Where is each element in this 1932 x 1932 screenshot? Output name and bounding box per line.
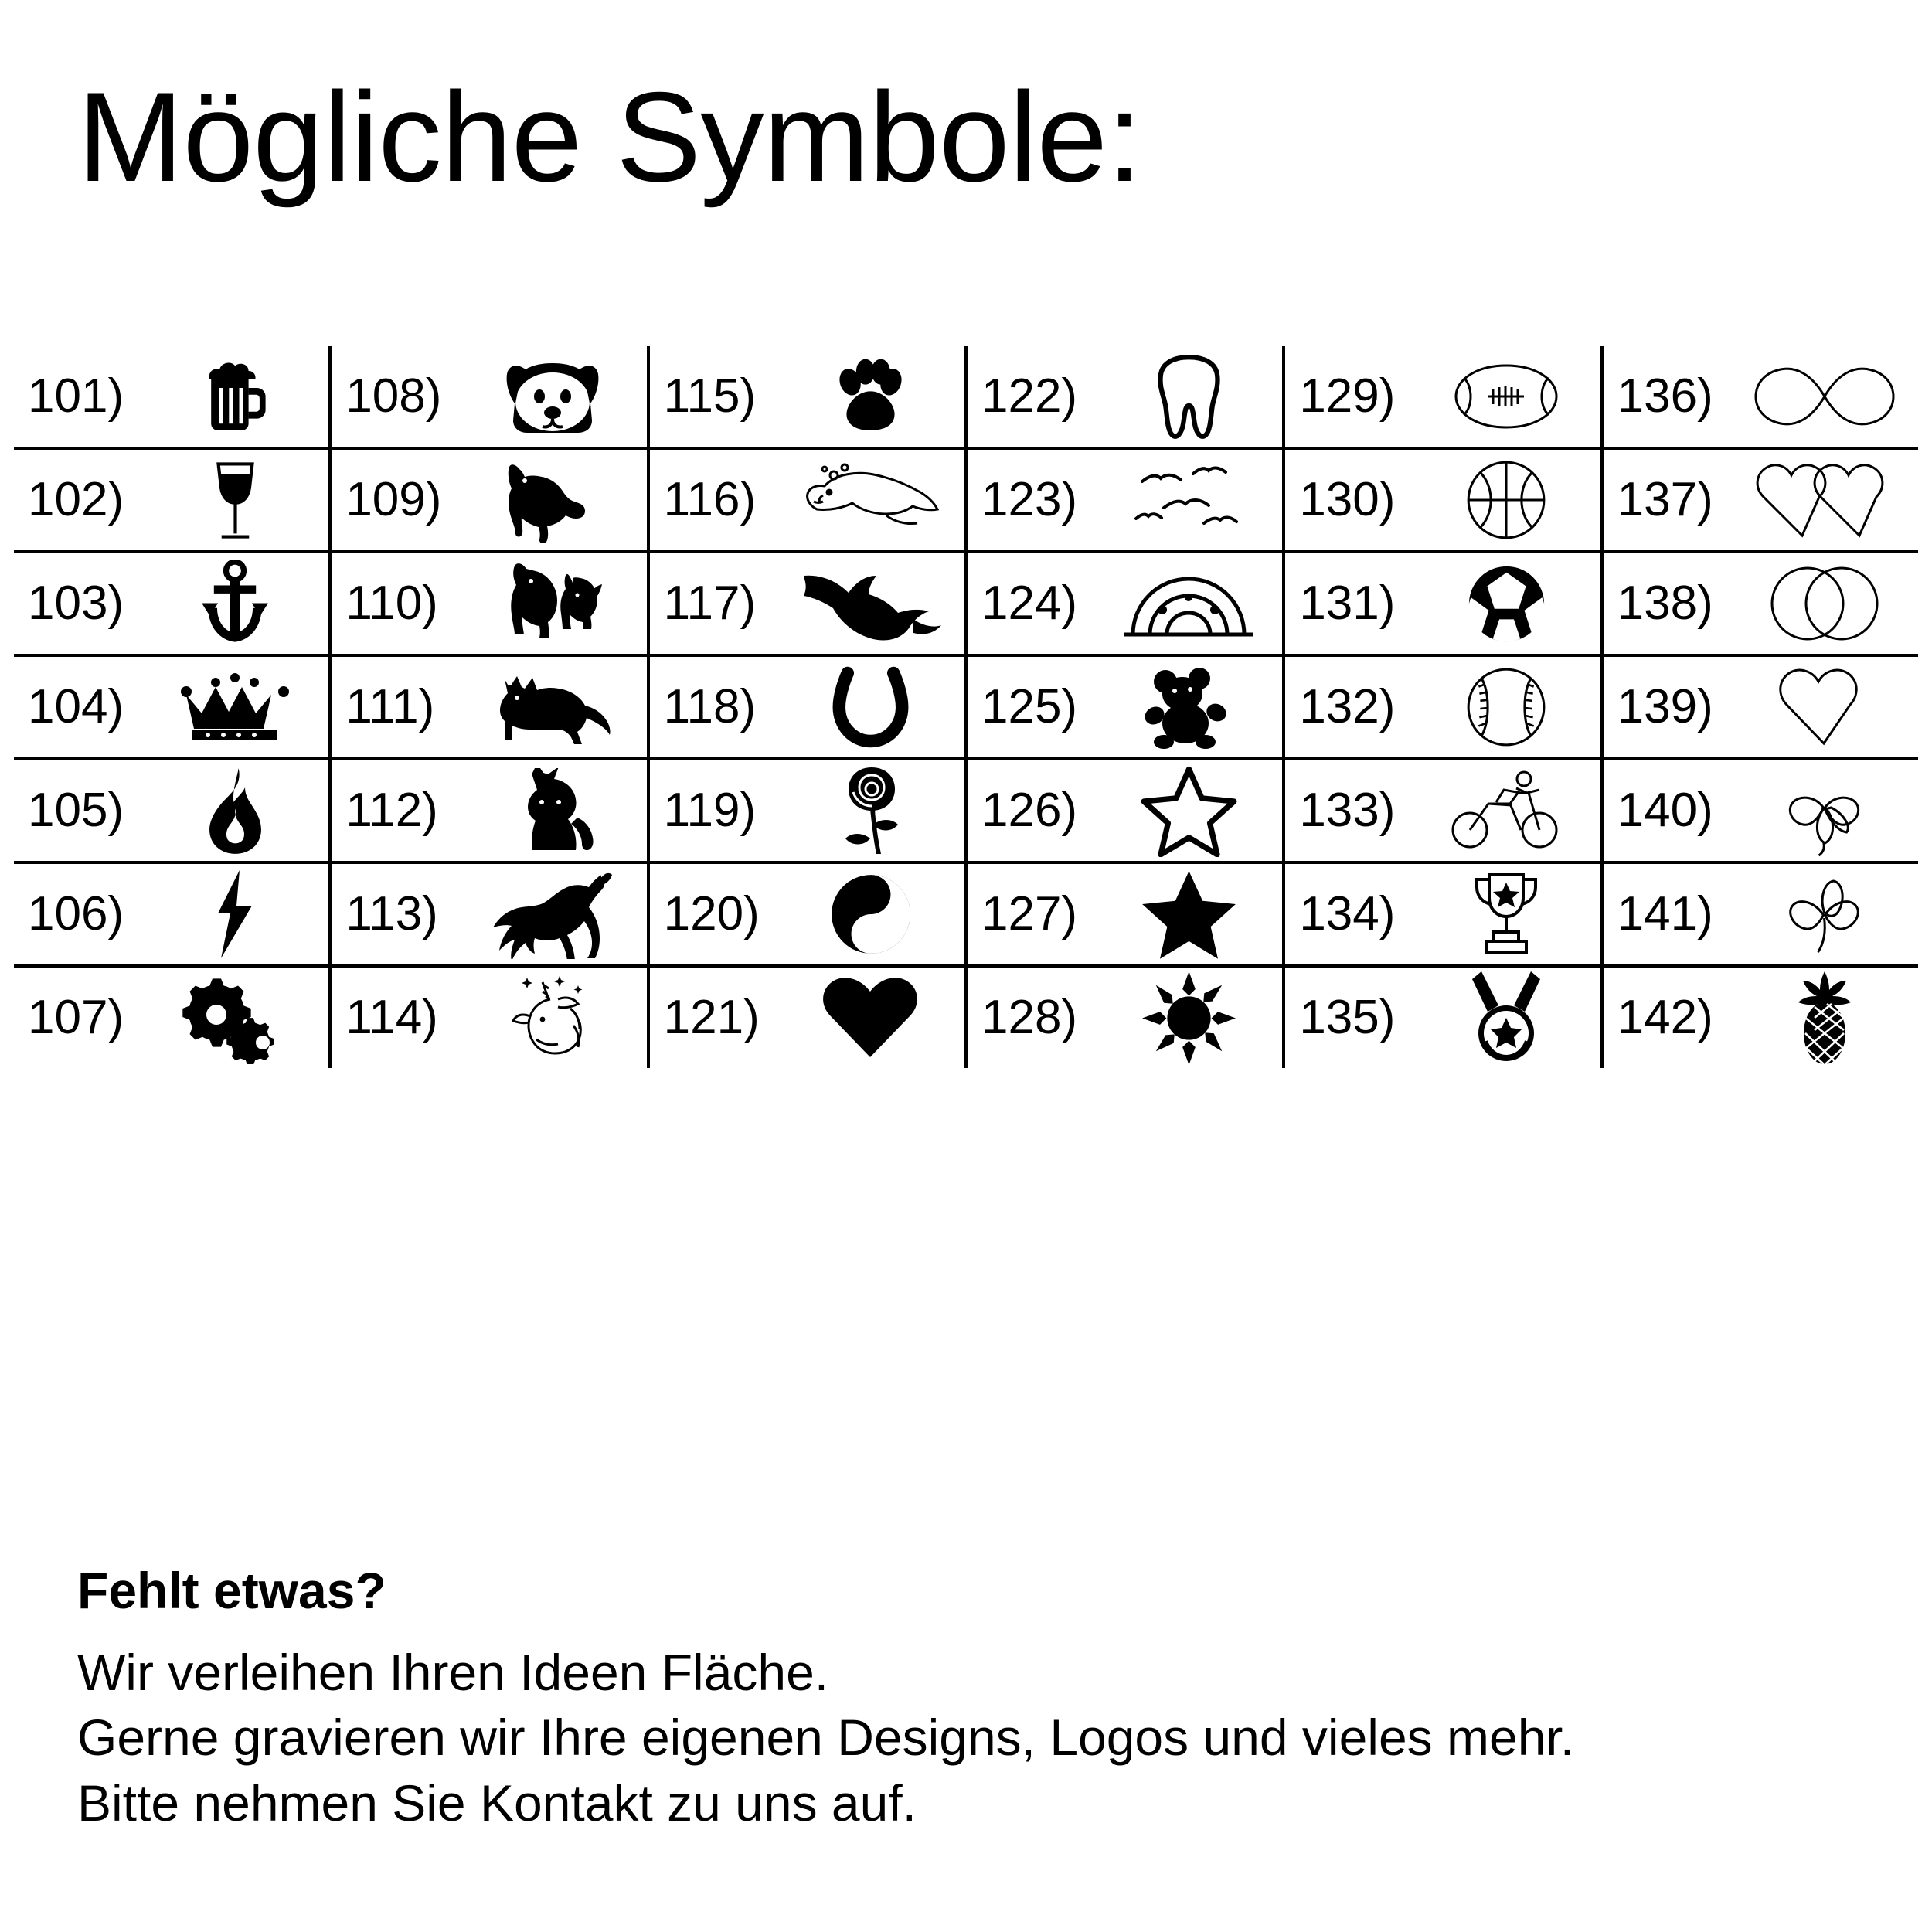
medal-icon: [1413, 968, 1600, 1068]
symbol-cell-118[interactable]: [650, 655, 964, 759]
symbol-cell-133[interactable]: [1285, 759, 1600, 862]
tooth-icon: [1095, 346, 1282, 447]
symbol-cell-127[interactable]: [968, 862, 1282, 966]
symbol-cell-107[interactable]: [14, 966, 328, 1068]
table-row: [14, 655, 1918, 759]
symbol-cell-121[interactable]: [650, 966, 964, 1068]
footer-heading: Fehlt etwas?: [77, 1562, 386, 1619]
symbol-code: 125): [981, 680, 1078, 733]
dog-head-icon: [459, 346, 646, 447]
symbol-code: 115): [663, 369, 757, 423]
symbol-cell-130[interactable]: [1285, 448, 1600, 552]
star-outline-icon: [1095, 760, 1282, 861]
american-football-icon: [1413, 346, 1600, 447]
page-title: Mögliche Symbole:: [77, 66, 1141, 208]
four-leaf-clover-icon: [1731, 760, 1918, 861]
symbol-cell-109[interactable]: [332, 448, 646, 552]
footer-line-1: Wir verleihen Ihren Ideen Fläche.: [77, 1644, 829, 1701]
symbol-cell-114[interactable]: [332, 966, 646, 1068]
symbols-table: [14, 346, 1918, 1068]
symbol-cell-120[interactable]: [650, 862, 964, 966]
symbol-code: 104): [28, 680, 124, 733]
symbol-code: 124): [981, 577, 1078, 630]
symbol-code: 117): [663, 577, 757, 630]
symbol-cell-116[interactable]: [650, 448, 964, 552]
symbol-code: 126): [981, 784, 1078, 837]
symbol-cell-103[interactable]: [14, 552, 328, 655]
symbol-cell-142[interactable]: [1604, 966, 1918, 1068]
symbol-cell-110[interactable]: [332, 552, 646, 655]
symbol-code: 118): [663, 680, 757, 733]
two-circles-icon: [1731, 553, 1918, 654]
symbol-code: 119): [663, 784, 757, 837]
symbol-code: 122): [981, 369, 1078, 423]
table-row: [14, 862, 1918, 966]
symbol-code: 106): [28, 887, 124, 940]
symbol-code: 123): [981, 473, 1078, 526]
symbol-cell-126[interactable]: [968, 759, 1282, 862]
symbol-code: 135): [1299, 991, 1396, 1044]
symbol-code: 110): [345, 577, 438, 630]
footer-note: [77, 1561, 1870, 1835]
symbol-cell-125[interactable]: [968, 655, 1282, 759]
symbol-code: 127): [981, 887, 1078, 940]
symbol-cell-115[interactable]: [650, 346, 964, 448]
heart-outline-icon: [1731, 657, 1918, 757]
symbol-cell-104[interactable]: [14, 655, 328, 759]
symbol-code: 130): [1299, 473, 1396, 526]
symbol-cell-136[interactable]: [1604, 346, 1918, 448]
yin-yang-icon: [777, 864, 964, 964]
symbol-code: 121): [663, 991, 760, 1044]
flame-icon: [141, 760, 328, 861]
symbol-code: 116): [663, 473, 757, 526]
symbol-code: 114): [345, 991, 438, 1044]
table-row: [14, 759, 1918, 862]
soccer-ball-icon: [1413, 553, 1600, 654]
shamrock-icon: [1731, 864, 1918, 964]
dog-sitting-icon: [459, 450, 646, 550]
symbol-cell-112[interactable]: [332, 759, 646, 862]
symbol-code: 111): [345, 680, 435, 733]
symbol-code: 107): [28, 991, 124, 1044]
symbol-code: 102): [28, 473, 124, 526]
footer-line-2: Gerne gravieren wir Ihre eigenen Designs, Logos und vieles mehr.: [77, 1709, 1575, 1767]
beer-mug-icon: [141, 346, 328, 447]
birds-icon: [1095, 450, 1282, 550]
symbol-cell-119[interactable]: [650, 759, 964, 862]
symbol-cell-141[interactable]: [1604, 862, 1918, 966]
symbol-code: 113): [345, 887, 438, 940]
basketball-icon: [1413, 450, 1600, 550]
symbol-code: 140): [1617, 784, 1713, 837]
symbol-code: 108): [345, 369, 442, 423]
trophy-icon: [1413, 864, 1600, 964]
table-row: [14, 346, 1918, 448]
seal-icon: [777, 450, 964, 550]
pineapple-icon: [1731, 968, 1918, 1068]
table-row: [14, 448, 1918, 552]
cyclist-icon: [1413, 760, 1600, 861]
two-hearts-icon: [1731, 450, 1918, 550]
horseshoe-icon: [777, 657, 964, 757]
dolphin-icon: [777, 553, 964, 654]
symbol-code: 105): [28, 784, 124, 837]
symbol-cell-132[interactable]: [1285, 655, 1600, 759]
symbol-cell-106[interactable]: [14, 862, 328, 966]
rainbow-icon: [1095, 553, 1282, 654]
symbol-cell-128[interactable]: [968, 966, 1282, 1068]
symbol-code: 132): [1299, 680, 1396, 733]
dog-and-cat-icon: [459, 553, 646, 654]
symbol-code: 142): [1617, 991, 1713, 1044]
symbol-code: 138): [1617, 577, 1713, 630]
symbol-code: 112): [345, 784, 438, 837]
paw-print-icon: [777, 346, 964, 447]
heart-filled-icon: [777, 968, 964, 1068]
symbol-code: 131): [1299, 577, 1396, 630]
cat-standing-icon: [459, 657, 646, 757]
symbol-cell-111[interactable]: [332, 655, 646, 759]
teddy-bear-icon: [1095, 657, 1282, 757]
symbol-code: 120): [663, 887, 760, 940]
symbol-cell-122[interactable]: [968, 346, 1282, 448]
symbol-code: 139): [1617, 680, 1713, 733]
horse-icon: [459, 864, 646, 964]
cat-sitting-icon: [459, 760, 646, 861]
symbol-cell-135[interactable]: [1285, 966, 1600, 1068]
symbol-cell-131[interactable]: [1285, 552, 1600, 655]
symbol-code: 133): [1299, 784, 1396, 837]
symbol-cell-134[interactable]: [1285, 862, 1600, 966]
wine-glass-icon: [141, 450, 328, 550]
symbol-code: 134): [1299, 887, 1396, 940]
star-filled-icon: [1095, 864, 1282, 964]
symbol-cell-139[interactable]: [1604, 655, 1918, 759]
baseball-icon: [1413, 657, 1600, 757]
gears-icon: [141, 968, 328, 1068]
symbol-cell-108[interactable]: [332, 346, 646, 448]
symbol-code: 141): [1617, 887, 1713, 940]
symbol-code: 103): [28, 577, 124, 630]
symbol-code: 129): [1299, 369, 1396, 423]
symbol-code: 136): [1617, 369, 1713, 423]
symbol-cell-105[interactable]: [14, 759, 328, 862]
symbol-cell-129[interactable]: [1285, 346, 1600, 448]
unicorn-icon: [459, 968, 646, 1068]
symbol-cell-123[interactable]: [968, 448, 1282, 552]
footer-line-3: Bitte nehmen Sie Kontakt zu uns auf.: [77, 1774, 917, 1832]
symbol-cell-137[interactable]: [1604, 448, 1918, 552]
symbol-cell-113[interactable]: [332, 862, 646, 966]
symbol-cell-117[interactable]: [650, 552, 964, 655]
symbol-cell-101[interactable]: [14, 346, 328, 448]
table-row: [14, 966, 1918, 1068]
symbol-code: 101): [28, 369, 124, 423]
infinity-icon: [1731, 346, 1918, 447]
sun-icon: [1095, 968, 1282, 1068]
anchor-icon: [141, 553, 328, 654]
lightning-bolt-icon: [141, 864, 328, 964]
crown-icon: [141, 657, 328, 757]
symbol-cell-140[interactable]: [1604, 759, 1918, 862]
symbol-code: 128): [981, 991, 1078, 1044]
symbol-cell-102[interactable]: [14, 448, 328, 552]
table-row: [14, 552, 1918, 655]
rose-icon: [777, 760, 964, 861]
symbol-cell-124[interactable]: [968, 552, 1282, 655]
symbol-code: 137): [1617, 473, 1713, 526]
symbol-cell-138[interactable]: [1604, 552, 1918, 655]
symbol-code: 109): [345, 473, 442, 526]
